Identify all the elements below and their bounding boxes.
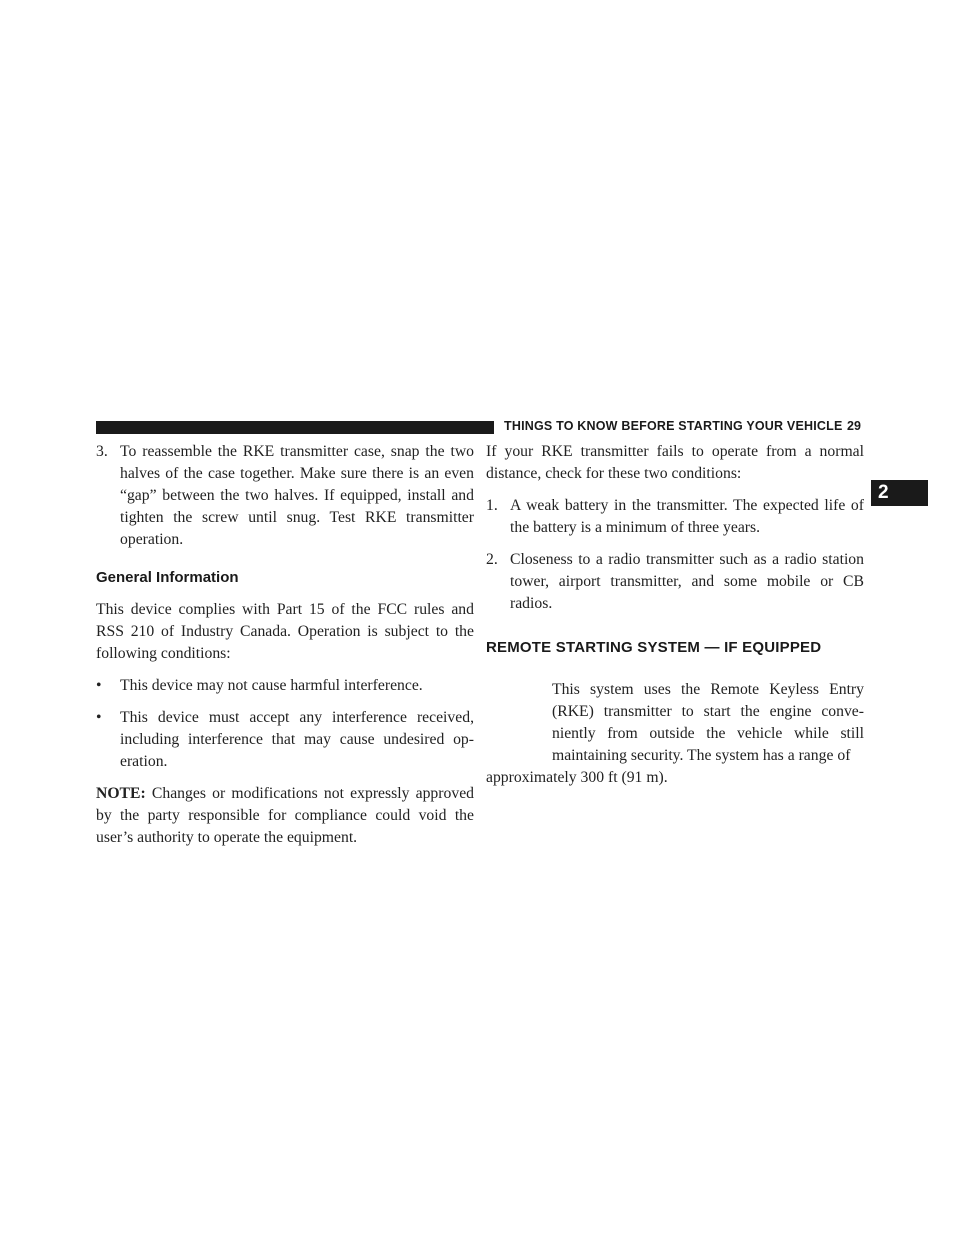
bullet-item bbox=[96, 707, 474, 773]
general-information-heading: General Information bbox=[96, 569, 239, 586]
remote-starting-heading: REMOTE STARTING SYSTEM — IF EQUIPPED bbox=[486, 639, 822, 656]
bullet-icon: • bbox=[96, 709, 102, 726]
remote-starting-paragraph: This system uses the Remote Keyless Entry (RKE) transmitter to start the engine conve-niently from outside the vehicle while still maintaining security. The system has a range of bbox=[552, 681, 864, 764]
bullet-text: This device must accept any interference received, including interference that may cause undesired op-eration. bbox=[120, 709, 474, 770]
step-3-number: 3. bbox=[96, 443, 108, 460]
step-3-text: To reassemble the RKE transmitter case, snap the two halves of the case together. Make sure there is an even “gap” between the two halves. If equipped, install and tighten the screw until snug. Test RKE transmitter operation. bbox=[120, 443, 474, 548]
general-information-paragraph: This device complies with Part 15 of the FCC rules and RSS 210 of Industry Canada. Operation is subject to the following conditions: bbox=[96, 601, 474, 662]
left-column bbox=[96, 441, 474, 849]
troubleshoot-intro: If your RKE transmitter fails to operate from a normal distance, check for these two conditions: bbox=[486, 443, 864, 482]
remote-starting-paragraph-tail: approximately 300 ft (91 m). bbox=[486, 769, 668, 786]
condition-1-text: A weak battery in the transmitter. The expected life of the battery is a minimum of three years. bbox=[510, 497, 864, 536]
page-number: 29 bbox=[847, 419, 861, 433]
bullet-text: This device may not cause harmful interference. bbox=[120, 677, 423, 694]
bullet-icon: • bbox=[96, 677, 102, 694]
header-rule bbox=[96, 421, 494, 434]
running-header-title: THINGS TO KNOW BEFORE STARTING YOUR VEHICLE bbox=[504, 419, 843, 433]
note-label: NOTE: bbox=[96, 785, 146, 802]
note-text: Changes or modifications not expressly approved by the party responsible for compliance could void the user’s authority to operate the equipment. bbox=[96, 785, 474, 846]
step-3 bbox=[96, 441, 474, 551]
bullet-item bbox=[96, 675, 474, 697]
chapter-tab: 2 bbox=[871, 480, 928, 506]
condition-2-text: Closeness to a radio transmitter such as a radio station tower, airport transmitter, and some mobile or CB radios. bbox=[510, 551, 864, 612]
note-paragraph bbox=[96, 783, 474, 849]
right-column bbox=[486, 441, 864, 789]
condition-2-number: 2. bbox=[486, 551, 498, 568]
condition-1-number: 1. bbox=[486, 497, 498, 514]
condition-item-1 bbox=[486, 495, 864, 539]
condition-item-2 bbox=[486, 549, 864, 615]
